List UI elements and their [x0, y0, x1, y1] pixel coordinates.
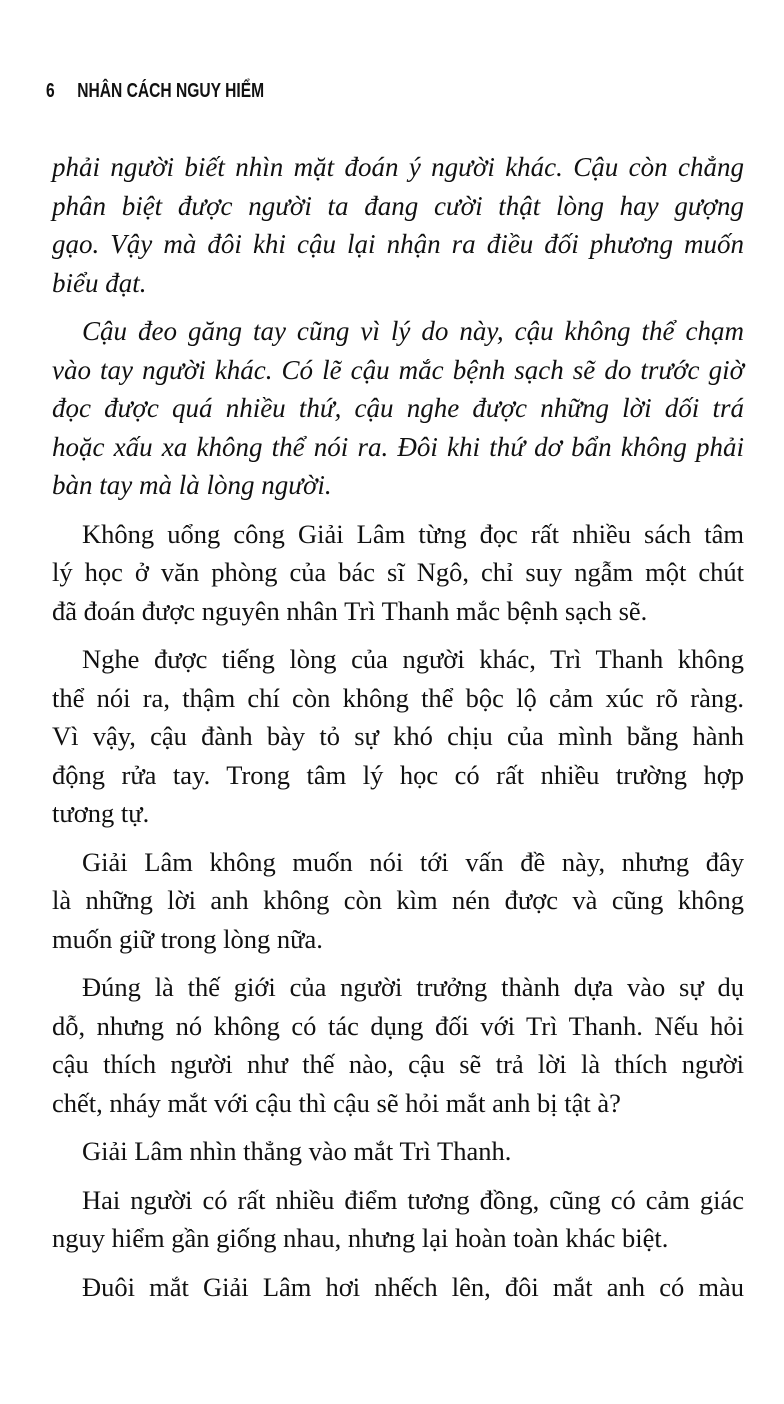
text-line: đã đoán được nguyên nhân Trì Thanh mắc bệnh sạch sẽ. — [52, 595, 648, 626]
text-line: Giải Lâm nhìn thẳng vào mắt Trì Thanh. — [82, 1136, 512, 1166]
paragraph — [52, 640, 744, 833]
paragraph — [52, 1181, 744, 1258]
text-line: động rửa tay. Trong tâm lý học có rất nhiều trường hợp — [52, 759, 744, 790]
paragraph-gap — [52, 833, 744, 843]
paragraph — [52, 1132, 744, 1171]
text-line: là những lời anh không còn kìm nén được và cũng không — [52, 885, 744, 915]
paragraph — [52, 968, 744, 1122]
text-line: Đuôi mắt Giải Lâm hơi nhếch lên, đôi mắt anh có màu — [82, 1271, 744, 1302]
text-line: tương tự. — [52, 798, 150, 828]
text-line: vào tay người khác. Có lẽ cậu mắc bệnh sạch sẽ do trước giờ — [52, 354, 744, 385]
text-line: phải người biết nhìn mặt đoán ý người khác. Cậu còn chẳng — [52, 152, 744, 182]
text-line: muốn giữ trong lòng nữa. — [52, 923, 323, 954]
text-line: đọc được quá nhiều thứ, cậu nghe được những lời dối trá — [52, 393, 744, 423]
paragraph — [52, 515, 744, 631]
text-line: nguy hiểm gần giống nhau, nhưng lại hoàn toàn khác biệt. — [52, 1223, 669, 1253]
text-line: Hai người có rất nhiều điểm tương đồng, cũng có cảm giác — [82, 1184, 744, 1215]
text-line: Cậu đeo găng tay cũng vì lý do này, cậu không thể chạm — [82, 316, 744, 346]
text-line: Đúng là thế giới của người trưởng thành dựa vào sự dụ — [82, 972, 744, 1002]
paragraph-gap — [52, 302, 744, 312]
page-number: 6 — [46, 79, 55, 102]
paragraph-italic-continuation — [52, 148, 744, 302]
text-line: Vì vậy, cậu đành bày tỏ sự khó chịu của mình bằng hành — [52, 721, 744, 751]
text-line: gạo. Vậy mà đôi khi cậu lại nhận ra điều đối phương muốn — [52, 229, 744, 259]
paragraph — [52, 843, 744, 959]
body-text — [52, 148, 744, 1306]
text-line: chết, nháy mắt với cậu thì cậu sẽ hỏi mắt anh bị tật à? — [52, 1087, 621, 1118]
text-line: biểu đạt. — [52, 267, 147, 298]
text-line: lý học ở văn phòng của bác sĩ Ngô, chỉ suy ngẫm một chút — [52, 557, 744, 587]
book-title: NHÂN CÁCH NGUY HIỂM — [77, 79, 265, 102]
paragraph-italic — [52, 312, 744, 505]
paragraph-gap — [52, 1122, 744, 1132]
paragraph-gap — [52, 630, 744, 640]
text-line: Không uổng công Giải Lâm từng đọc rất nhiều sách tâm — [82, 518, 744, 549]
text-line: Nghe được tiếng lòng của người khác, Trì Thanh không — [82, 644, 744, 674]
paragraph-gap — [52, 958, 744, 968]
text-line: cậu thích người như thế nào, cậu sẽ trả lời là thích người — [52, 1049, 744, 1079]
text-line: bàn tay mà là lòng người. — [52, 470, 332, 500]
text-line: dỗ, nhưng nó không có tác dụng đối với Trì Thanh. Nếu hỏi — [52, 1010, 744, 1041]
paragraph-gap — [52, 505, 744, 515]
paragraph-gap — [52, 1258, 744, 1268]
running-header — [46, 76, 264, 106]
text-line: thể nói ra, thậm chí còn không thể bộc lộ cảm xúc rõ ràng. — [52, 682, 744, 713]
text-line: Giải Lâm không muốn nói tới vấn đề này, nhưng đây — [82, 846, 744, 877]
text-line: hoặc xấu xa không thể nói ra. Đôi khi thứ dơ bẩn không phải — [52, 431, 744, 462]
paragraph-gap — [52, 1171, 744, 1181]
text-line: phân biệt được người ta đang cười thật lòng hay gượng — [52, 190, 744, 221]
paragraph — [52, 1268, 744, 1307]
